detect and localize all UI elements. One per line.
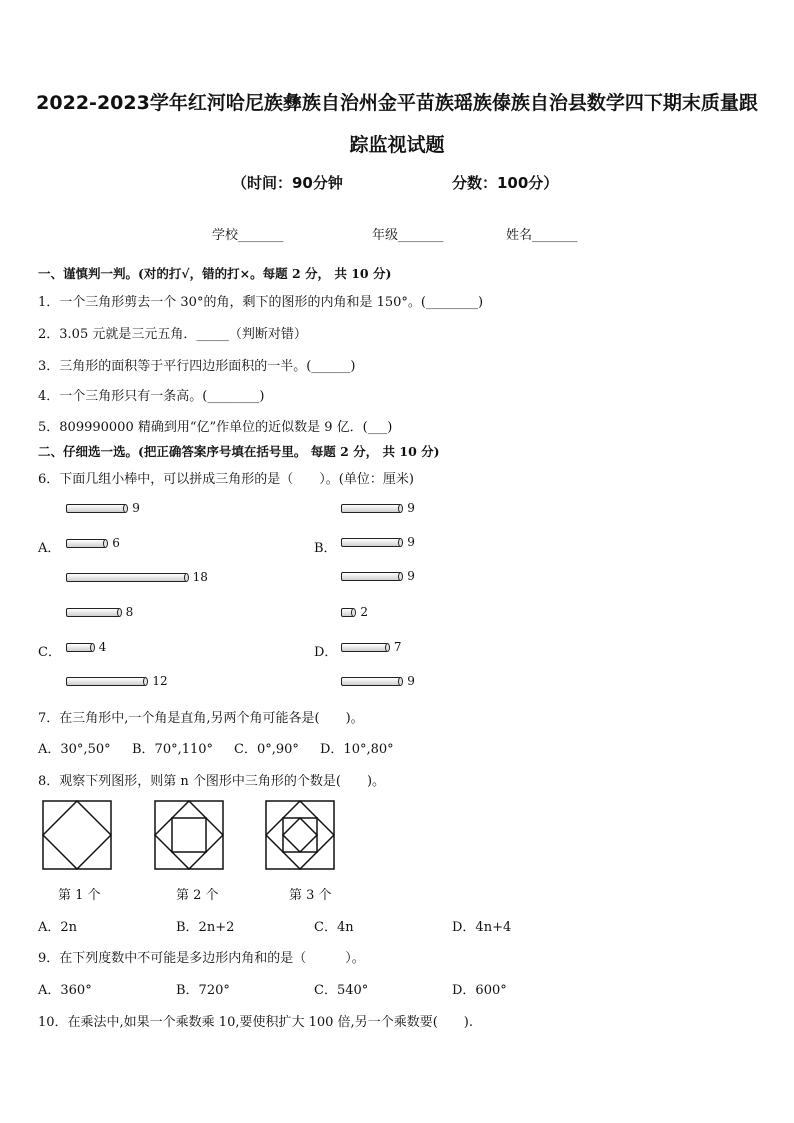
stick xyxy=(66,504,126,513)
stick-length-label: 8 xyxy=(125,605,134,619)
question-3: 3．三角形的面积等于平行四边形面积的一半。(______) xyxy=(38,359,356,374)
question-2: 2．3.05 元就是三元五角．_____（判断对错） xyxy=(38,327,307,342)
figure-2-caption: 第 2 个 xyxy=(176,888,219,903)
stick-length-label: 2 xyxy=(360,605,369,619)
figure-2-square xyxy=(154,800,224,870)
exam-score: 分数：100分） xyxy=(452,174,559,192)
stick xyxy=(66,573,187,582)
question-6: 6．下面几组小棒中，可以拼成三角形的是（ ）。(单位：厘米) xyxy=(38,472,414,487)
question-9: 9．在下列度数中不可能是多边形内角和的是（ ）。 xyxy=(38,951,365,966)
figure-3-caption: 第 3 个 xyxy=(289,888,332,903)
stick xyxy=(341,677,401,686)
stick xyxy=(66,539,106,548)
section1-heading: 一、谨慎判一判。(对的打√，错的打×。每题 2 分， 共 10 分) xyxy=(38,266,392,281)
stick-length-label: 9 xyxy=(407,535,415,549)
stick-length-label: 7 xyxy=(393,640,402,654)
stick xyxy=(66,608,120,617)
page-title-line1: 2022-2023学年红河哈尼族彝族自治州金平苗族瑶族傣族自治县数学四下期末质量跟 xyxy=(36,92,758,114)
q7-option-c: C．0°,90° xyxy=(234,742,299,757)
q6-option-c-label: C． xyxy=(38,645,61,660)
stick xyxy=(341,608,354,617)
q9-option-c: C．540° xyxy=(314,983,369,998)
stick xyxy=(341,538,401,547)
q6-option-a-label: A． xyxy=(38,541,61,556)
question-7: 7．在三角形中,一个角是直角,另两个角可能各是( )。 xyxy=(38,711,364,726)
school-field: 学校_______ xyxy=(212,228,284,243)
question-5: 5．809990000 精确到用“亿”作单位的近似数是 9 亿．(___) xyxy=(38,420,393,435)
q6-option-b-label: B． xyxy=(314,541,337,556)
q9-option-a: A．360° xyxy=(38,983,92,998)
stick-length-label: 9 xyxy=(407,674,415,688)
question-8: 8．观察下列图形，则第 n 个图形中三角形的个数是( )。 xyxy=(38,774,386,789)
stick-length-label: 9 xyxy=(407,501,415,515)
stick-length-label: 4 xyxy=(98,640,107,654)
q7-option-d: D．10°,80° xyxy=(320,742,394,757)
stick-length-label: 12 xyxy=(152,674,168,688)
figure-3-square xyxy=(265,800,335,870)
stick-length-label: 18 xyxy=(192,570,208,584)
question-4: 4．一个三角形只有一条高。(________) xyxy=(38,389,265,404)
stick xyxy=(341,504,401,513)
stick-length-label: 6 xyxy=(112,536,120,550)
page-title-line2: 踪监视试题 xyxy=(349,134,445,156)
q6-option-d-label: D． xyxy=(314,645,338,660)
q8-option-a: A．2n xyxy=(38,920,78,935)
stick xyxy=(341,572,401,581)
q8-option-b: B．2n+2 xyxy=(176,920,235,935)
q9-option-d: D．600° xyxy=(452,983,507,998)
grade-field: 年级_______ xyxy=(372,228,444,243)
stick-length-label: 9 xyxy=(407,569,415,583)
exam-time: （时间：90分钟 xyxy=(232,174,343,192)
q8-option-d: D．4n+4 xyxy=(452,920,512,935)
stick xyxy=(341,643,388,652)
figure-1-caption: 第 1 个 xyxy=(58,888,101,903)
question-10: 10．在乘法中,如果一个乘数乘 10,要使积扩大 100 倍,另一个乘数要( ). xyxy=(38,1015,473,1030)
name-field: 姓名_______ xyxy=(506,228,578,243)
q7-option-b: B．70°,110° xyxy=(132,742,214,757)
stick xyxy=(66,677,146,686)
question-1: 1．一个三角形剪去一个 30°的角，剩下的图形的内角和是 150°。(________) xyxy=(38,295,484,310)
section2-heading: 二、仔细选一选。(把正确答案序号填在括号里。 每题 2 分， 共 10 分) xyxy=(38,444,440,459)
figure-1-square xyxy=(42,800,112,870)
stick-length-label: 9 xyxy=(132,501,140,515)
stick xyxy=(66,643,93,652)
q8-option-c: C．4n xyxy=(314,920,354,935)
q9-option-b: B．720° xyxy=(176,983,230,998)
q7-option-a: A．30°,50° xyxy=(38,742,111,757)
